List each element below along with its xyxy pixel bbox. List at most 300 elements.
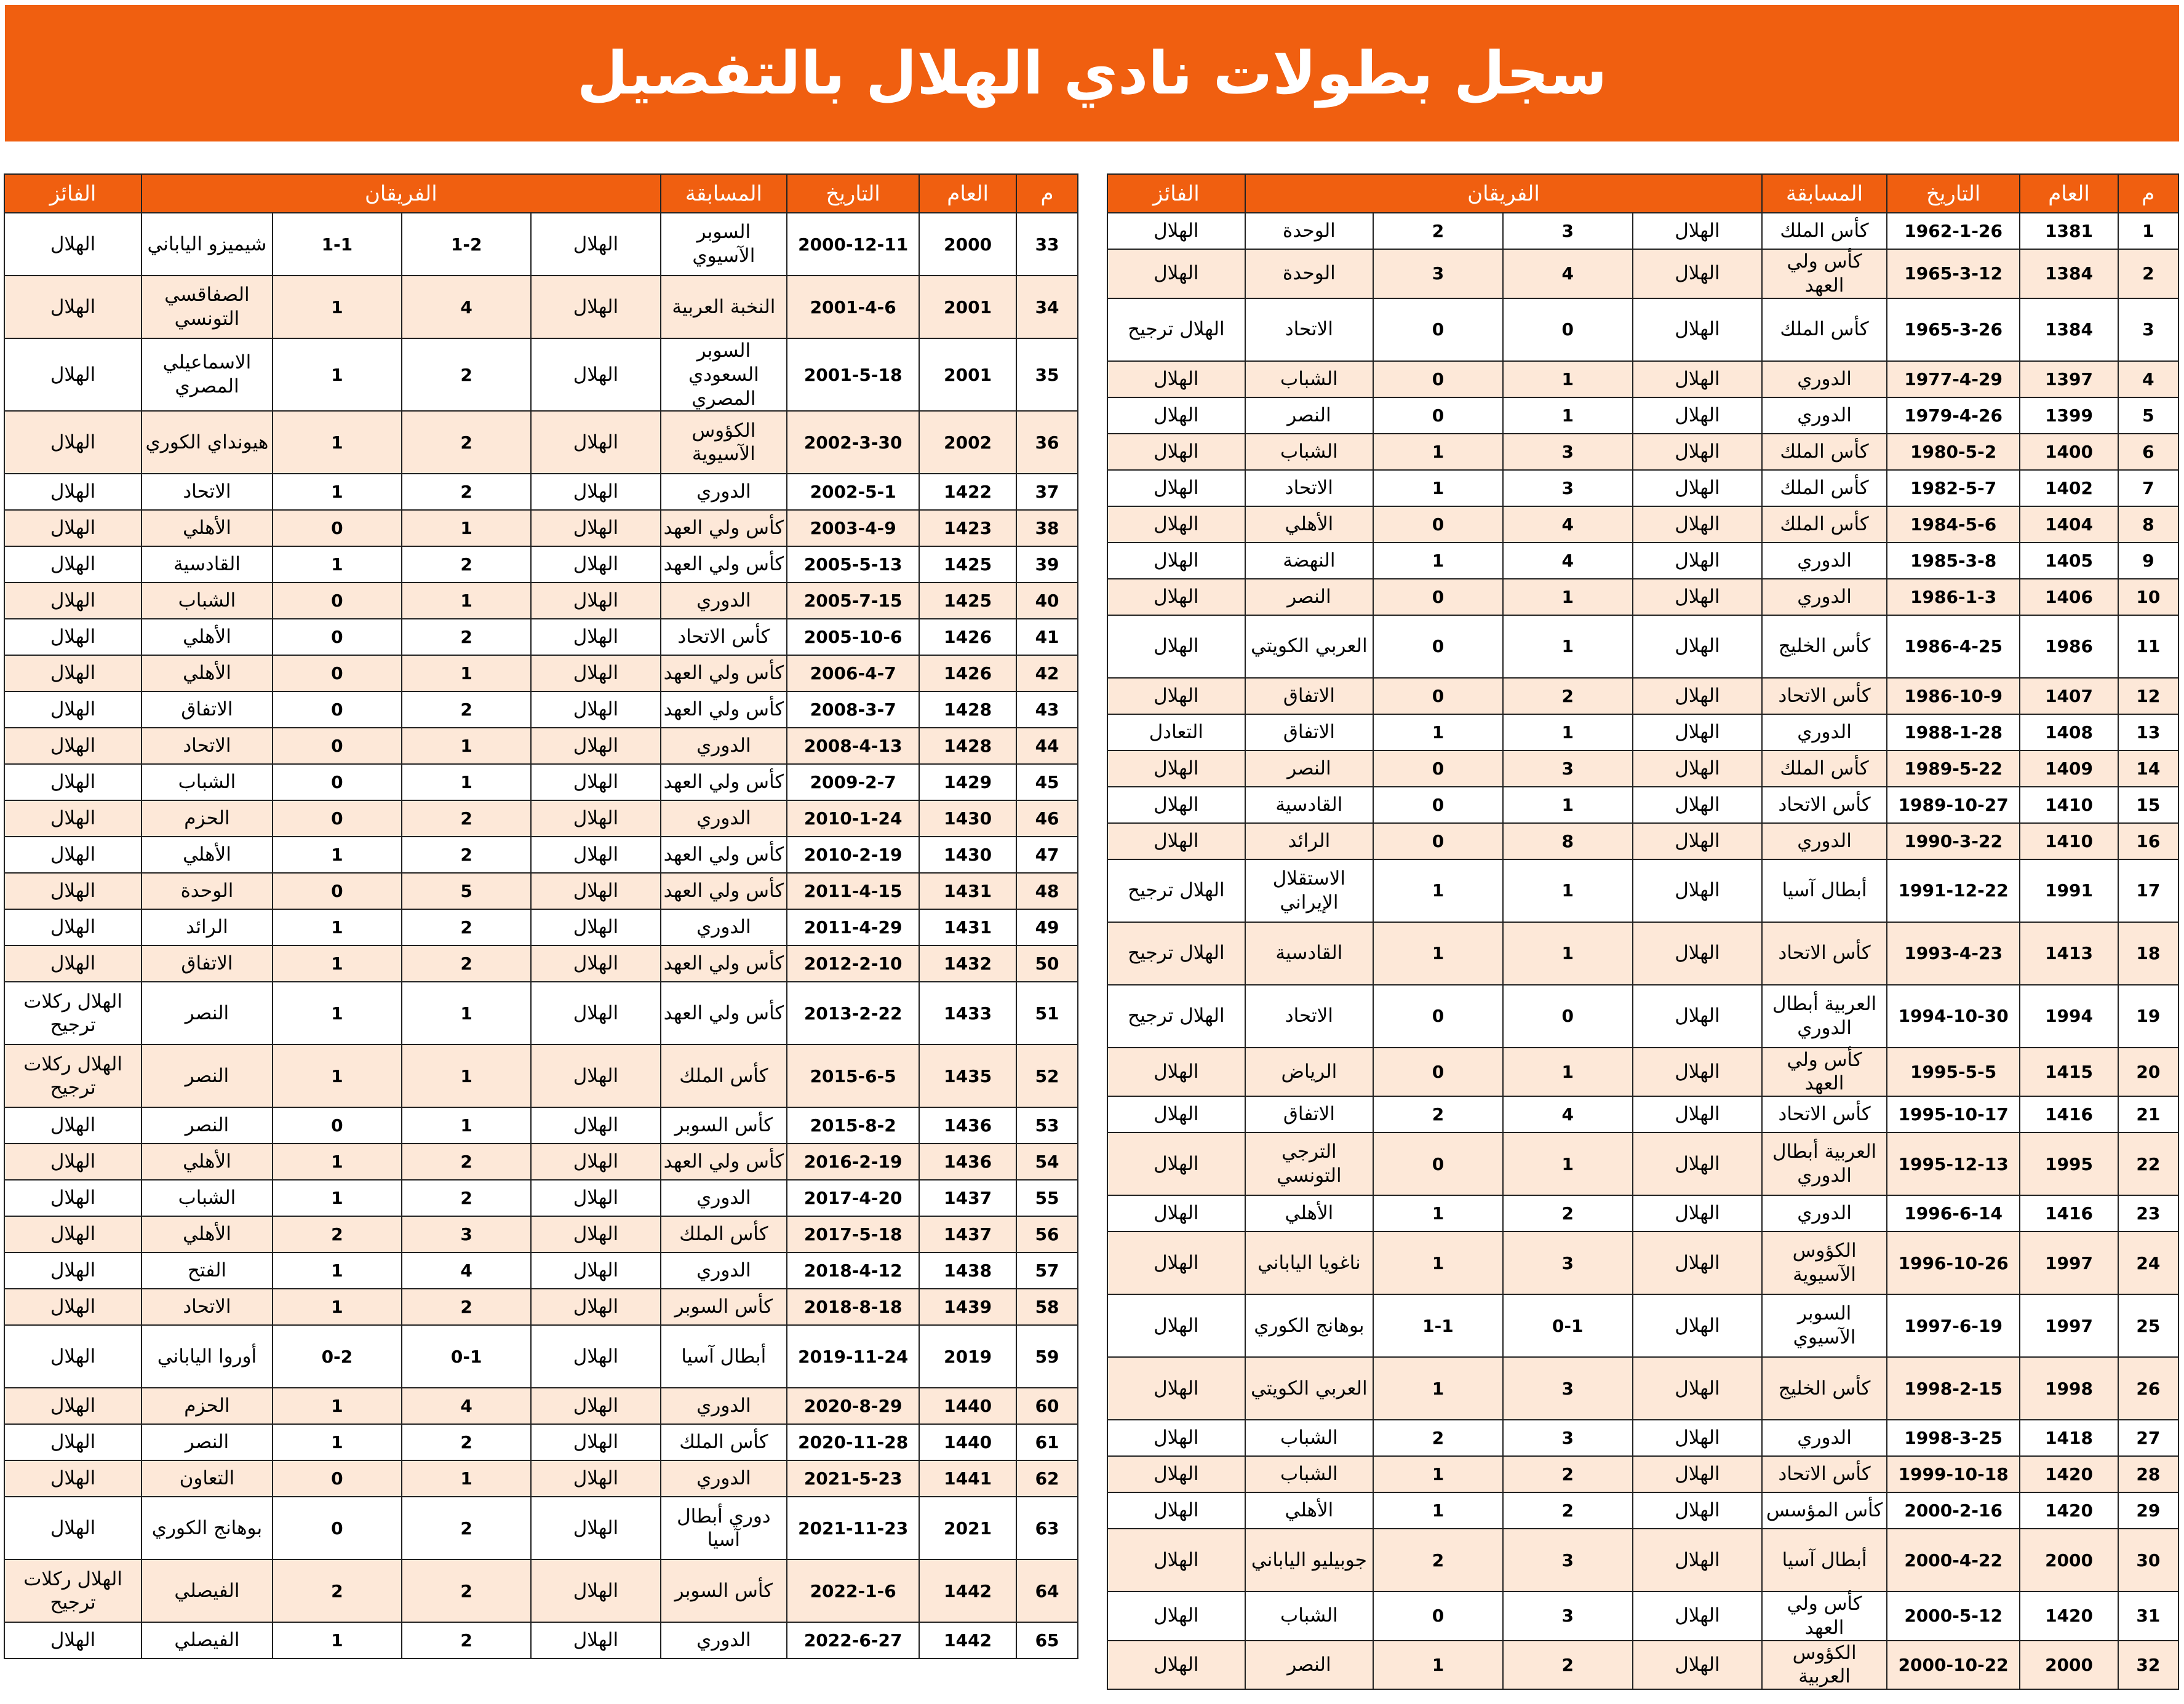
team1-cell: الهلال: [531, 213, 660, 276]
team1-cell: الهلال: [531, 873, 660, 909]
row-number: 38: [1016, 510, 1078, 546]
table-row: [1107, 714, 2178, 750]
score2-cell: 1: [1373, 1232, 1503, 1294]
row-number: 6: [2118, 434, 2178, 470]
row-number: 40: [1016, 583, 1078, 619]
date-cell: 2000-2-16: [1887, 1492, 2020, 1529]
score1-cell: 3: [1503, 434, 1633, 470]
team2-cell: الفيصلي: [141, 1622, 273, 1658]
row-number: 25: [2118, 1294, 2178, 1357]
table-row: [1107, 750, 2178, 787]
score2-cell: 2: [1373, 1420, 1503, 1456]
score1-cell: 1: [1503, 1048, 1633, 1097]
score1-cell: 2: [1503, 1492, 1633, 1529]
score1-cell: 4: [1503, 543, 1633, 579]
year-cell: 1439: [919, 1289, 1016, 1325]
team1-cell: الهلال: [1633, 579, 1763, 615]
year-cell: 1416: [2020, 1096, 2118, 1133]
score1-cell: 2: [402, 1289, 531, 1325]
team2-cell: النصر: [141, 982, 273, 1045]
winner-cell: الهلال: [4, 946, 141, 982]
team1-cell: الهلال: [531, 1045, 660, 1107]
score1-cell: 2: [402, 946, 531, 982]
competition-cell: الكؤوس الآسيوية: [1762, 1232, 1887, 1294]
year-cell: 1384: [2020, 298, 2118, 361]
date-cell: 2012-2-10: [787, 946, 919, 982]
year-cell: 1440: [919, 1424, 1016, 1460]
winner-cell: الهلال: [4, 1325, 141, 1388]
score1-cell: 1-2: [402, 213, 531, 276]
date-cell: 1995-12-13: [1887, 1133, 2020, 1195]
table-row: [4, 1325, 1078, 1388]
table-row: [4, 982, 1078, 1045]
team1-cell: الهلال: [1633, 1492, 1763, 1529]
date-cell: 2001-4-6: [787, 276, 919, 338]
score2-cell: 1: [273, 1424, 402, 1460]
row-number: 33: [1016, 213, 1078, 276]
score2-cell: 0: [273, 619, 402, 655]
team1-cell: الهلال: [531, 619, 660, 655]
competition-cell: الدوري: [1762, 823, 1887, 859]
score2-cell: 1: [1373, 714, 1503, 750]
team1-cell: الهلال: [1633, 470, 1763, 506]
team1-cell: الهلال: [531, 411, 660, 474]
team1-cell: الهلال: [1633, 1232, 1763, 1294]
date-cell: 2005-10-6: [787, 619, 919, 655]
table-row: [4, 1559, 1078, 1622]
competition-header: المسابقة: [1762, 174, 1887, 213]
row-number: 21: [2118, 1096, 2178, 1133]
score2-cell: 0: [1373, 1591, 1503, 1641]
team2-cell: الأهلي: [141, 1216, 273, 1252]
date-cell: 2006-4-7: [787, 655, 919, 691]
score1-cell: 2: [402, 619, 531, 655]
score2-cell: 0: [273, 1107, 402, 1144]
records-table: [1107, 173, 2179, 1690]
team2-cell: العربي الكويتي: [1245, 1357, 1373, 1420]
year-cell: 1431: [919, 873, 1016, 909]
team1-cell: الهلال: [1633, 434, 1763, 470]
row-number: 14: [2118, 750, 2178, 787]
date-cell: 1977-4-29: [1887, 361, 2020, 397]
competition-cell: كأس الملك: [1762, 298, 1887, 361]
row-number: 35: [1016, 338, 1078, 411]
date-cell: 2022-1-6: [787, 1559, 919, 1622]
table-row: [4, 474, 1078, 510]
team1-cell: الهلال: [531, 909, 660, 946]
winner-cell: الهلال ركلات ترجيح: [4, 1045, 141, 1107]
date-cell: 2000-5-12: [1887, 1591, 2020, 1641]
year-cell: 1428: [919, 691, 1016, 728]
date-cell: 1990-3-22: [1887, 823, 2020, 859]
team2-cell: بوهانج الكوري: [141, 1497, 273, 1559]
team1-cell: الهلال: [1633, 249, 1763, 298]
score2-cell: 1-1: [1373, 1294, 1503, 1357]
table-row: [4, 411, 1078, 474]
team2-cell: الاتحاد: [141, 474, 273, 510]
team2-cell: الاستقلال الإيراني: [1245, 859, 1373, 922]
competition-cell: دوري أبطال آسيا: [661, 1497, 787, 1559]
year-cell: 2000: [2020, 1529, 2118, 1591]
competition-cell: كأس الملك: [1762, 506, 1887, 543]
team2-cell: الحزم: [141, 1388, 273, 1424]
year-cell: 1408: [2020, 714, 2118, 750]
row-number: 41: [1016, 619, 1078, 655]
winner-cell: الهلال: [4, 213, 141, 276]
table-header-row: [4, 174, 1078, 213]
team1-cell: الهلال: [1633, 1641, 1763, 1690]
team1-cell: الهلال: [531, 837, 660, 873]
title-banner: [5, 5, 2179, 141]
team1-cell: الهلال: [531, 1216, 660, 1252]
score1-cell: 3: [1503, 1591, 1633, 1641]
team1-cell: الهلال: [1633, 615, 1763, 678]
date-cell: 1994-10-30: [1887, 985, 2020, 1048]
team1-cell: الهلال: [531, 1144, 660, 1180]
year-cell: 1438: [919, 1252, 1016, 1289]
score1-cell: 3: [402, 1216, 531, 1252]
competition-cell: الدوري: [661, 583, 787, 619]
year-cell: 1997: [2020, 1232, 2118, 1294]
row-number: 15: [2118, 787, 2178, 823]
row-number: 30: [2118, 1529, 2178, 1591]
winner-cell: الهلال: [1107, 579, 1245, 615]
score1-cell: 3: [1503, 750, 1633, 787]
team1-cell: الهلال: [1633, 506, 1763, 543]
row-number: 28: [2118, 1456, 2178, 1492]
row-number: 55: [1016, 1180, 1078, 1216]
table-row: [4, 1622, 1078, 1658]
date-cell: 1991-12-22: [1887, 859, 2020, 922]
year-cell: 1998: [2020, 1357, 2118, 1420]
row-number: 27: [2118, 1420, 2178, 1456]
team2-cell: الأهلي: [141, 837, 273, 873]
year-cell: 2001: [919, 276, 1016, 338]
team2-cell: الصفاقسي التونسي: [141, 276, 273, 338]
row-number: 10: [2118, 579, 2178, 615]
team2-cell: الاتفاق: [1245, 1096, 1373, 1133]
winner-cell: الهلال: [4, 276, 141, 338]
score2-cell: 1: [273, 546, 402, 583]
score1-cell: 1: [402, 510, 531, 546]
table-row: [4, 1180, 1078, 1216]
date-cell: 1997-6-19: [1887, 1294, 2020, 1357]
team2-cell: الأهلي: [1245, 1195, 1373, 1232]
score1-cell: 1: [1503, 615, 1633, 678]
score1-cell: 4: [402, 276, 531, 338]
score2-cell: 2: [1373, 1529, 1503, 1591]
team2-cell: أوروا الياباني: [141, 1325, 273, 1388]
score1-cell: 3: [1503, 1529, 1633, 1591]
table-row: [1107, 1294, 2178, 1357]
score2-cell: 1: [1373, 434, 1503, 470]
year-cell: 1420: [2020, 1456, 2118, 1492]
score1-cell: 1: [402, 583, 531, 619]
winner-cell: الهلال: [4, 800, 141, 837]
table-row: [1107, 298, 2178, 361]
team1-cell: الهلال: [1633, 1048, 1763, 1097]
score1-cell: 3: [1503, 470, 1633, 506]
row-number: 45: [1016, 764, 1078, 800]
team2-cell: الترجي التونسي: [1245, 1133, 1373, 1195]
year-cell: 1997: [2020, 1294, 2118, 1357]
competition-cell: كأس الاتحاد: [1762, 1096, 1887, 1133]
competition-cell: كأس ولي العهد: [661, 1144, 787, 1180]
competition-cell: الدوري: [1762, 579, 1887, 615]
competition-cell: أبطال آسيا: [661, 1325, 787, 1388]
team1-cell: الهلال: [531, 1622, 660, 1658]
winner-cell: الهلال: [4, 728, 141, 764]
winner-cell: الهلال: [1107, 506, 1245, 543]
competition-cell: كأس السوبر: [661, 1107, 787, 1144]
winner-cell: الهلال: [1107, 615, 1245, 678]
score2-cell: 0: [273, 1497, 402, 1559]
score2-cell: 0: [1373, 678, 1503, 714]
year-cell: 2000: [919, 213, 1016, 276]
competition-cell: الدوري: [661, 1252, 787, 1289]
team1-cell: الهلال: [531, 655, 660, 691]
row-number: 56: [1016, 1216, 1078, 1252]
competition-cell: كأس الخليج: [1762, 1357, 1887, 1420]
table-row: [1107, 1420, 2178, 1456]
date-cell: 2001-5-18: [787, 338, 919, 411]
table-row: [1107, 1232, 2178, 1294]
year-cell: 1384: [2020, 249, 2118, 298]
score2-cell: 0: [273, 800, 402, 837]
competition-cell: كأس الاتحاد: [1762, 678, 1887, 714]
score2-cell: 1: [1373, 470, 1503, 506]
date-cell: 2017-4-20: [787, 1180, 919, 1216]
score2-cell: 0: [1373, 823, 1503, 859]
competition-cell: الدوري: [661, 1180, 787, 1216]
score2-cell: 2: [1373, 213, 1503, 249]
team2-cell: الرياض: [1245, 1048, 1373, 1097]
year-cell: 1428: [919, 728, 1016, 764]
date-cell: 2000-10-22: [1887, 1641, 2020, 1690]
row-number: 7: [2118, 470, 2178, 506]
competition-cell: أبطال آسيا: [1762, 1529, 1887, 1591]
table-row: [4, 619, 1078, 655]
team2-cell: النصر: [1245, 750, 1373, 787]
row-number: 31: [2118, 1591, 2178, 1641]
winner-cell: الهلال: [1107, 1591, 1245, 1641]
table-row: [4, 1460, 1078, 1497]
table-row: [1107, 506, 2178, 543]
winner-cell: الهلال: [4, 1289, 141, 1325]
winner-cell: الهلال: [4, 619, 141, 655]
team2-cell: الاتفاق: [1245, 714, 1373, 750]
team2-cell: الشباب: [1245, 1420, 1373, 1456]
score1-cell: 3: [1503, 1420, 1633, 1456]
date-cell: 2016-2-19: [787, 1144, 919, 1180]
date-cell: 2022-6-27: [787, 1622, 919, 1658]
team1-cell: الهلال: [531, 1107, 660, 1144]
team1-cell: الهلال: [531, 982, 660, 1045]
competition-cell: أبطال آسيا: [1762, 859, 1887, 922]
team1-cell: الهلال: [1633, 1294, 1763, 1357]
table-row: [4, 1216, 1078, 1252]
competition-cell: كأس ولي العهد: [661, 691, 787, 728]
competition-cell: كأس السوبر: [661, 1559, 787, 1622]
winner-cell: الهلال: [1107, 1096, 1245, 1133]
year-cell: 1407: [2020, 678, 2118, 714]
year-cell: 1435: [919, 1045, 1016, 1107]
table-row: [1107, 579, 2178, 615]
competition-cell: كأس الاتحاد: [1762, 922, 1887, 985]
table-row: [4, 1497, 1078, 1559]
team2-cell: الاسماعيلي المصري: [141, 338, 273, 411]
row-number: 59: [1016, 1325, 1078, 1388]
team1-cell: الهلال: [1633, 714, 1763, 750]
table-row: [1107, 678, 2178, 714]
score2-cell: 1: [1373, 1456, 1503, 1492]
competition-cell: الدوري: [661, 728, 787, 764]
teams-header: الفريقان: [1245, 174, 1763, 213]
team2-cell: الاتفاق: [141, 691, 273, 728]
year-cell: 1415: [2020, 1048, 2118, 1097]
year-cell: 1423: [919, 510, 1016, 546]
team2-cell: الأهلي: [141, 510, 273, 546]
row-number: 13: [2118, 714, 2178, 750]
team2-cell: الاتحاد: [141, 728, 273, 764]
table-row: [4, 837, 1078, 873]
team1-cell: الهلال: [531, 583, 660, 619]
date-cell: 1985-3-8: [1887, 543, 2020, 579]
score2-cell: 1: [273, 946, 402, 982]
row-number: 24: [2118, 1232, 2178, 1294]
score1-cell: 2: [402, 1622, 531, 1658]
winner-cell: الهلال: [1107, 1294, 1245, 1357]
year-cell: 1430: [919, 800, 1016, 837]
team1-cell: الهلال: [1633, 823, 1763, 859]
team2-cell: الأهلي: [141, 655, 273, 691]
score1-cell: 4: [1503, 1096, 1633, 1133]
team1-cell: الهلال: [1633, 543, 1763, 579]
score1-cell: 2: [402, 691, 531, 728]
team1-cell: الهلال: [531, 946, 660, 982]
year-cell: 1425: [919, 546, 1016, 583]
score2-cell: 0: [1373, 298, 1503, 361]
date-cell: 1986-10-9: [1887, 678, 2020, 714]
team2-cell: الاتحاد: [1245, 985, 1373, 1048]
date-cell: 2019-11-24: [787, 1325, 919, 1388]
winner-cell: الهلال ترجيح: [1107, 985, 1245, 1048]
competition-cell: الدوري: [661, 909, 787, 946]
row-number: 11: [2118, 615, 2178, 678]
winner-cell: الهلال ترجيح: [1107, 922, 1245, 985]
date-cell: 2020-11-28: [787, 1424, 919, 1460]
year-cell: 1402: [2020, 470, 2118, 506]
table-row: [1107, 859, 2178, 922]
table-row: [1107, 787, 2178, 823]
score1-cell: 8: [1503, 823, 1633, 859]
row-number: 65: [1016, 1622, 1078, 1658]
team2-cell: الشباب: [1245, 1456, 1373, 1492]
row-number: 48: [1016, 873, 1078, 909]
date-cell: 1962-1-26: [1887, 213, 2020, 249]
winner-cell: الهلال: [4, 655, 141, 691]
winner-cell: الهلال ترجيح: [1107, 859, 1245, 922]
team1-cell: الهلال: [1633, 1591, 1763, 1641]
score2-cell: 0: [273, 873, 402, 909]
winner-cell: الهلال: [4, 837, 141, 873]
team1-cell: الهلال: [531, 546, 660, 583]
score2-cell: 0: [273, 691, 402, 728]
score2-cell: 1: [1373, 922, 1503, 985]
score1-cell: 2: [402, 411, 531, 474]
team1-cell: الهلال: [1633, 750, 1763, 787]
competition-cell: كأس ولي العهد: [661, 655, 787, 691]
score1-cell: 2: [402, 338, 531, 411]
date-cell: 2021-5-23: [787, 1460, 919, 1497]
score1-cell: 2: [402, 546, 531, 583]
score2-cell: 1: [273, 837, 402, 873]
team1-cell: الهلال: [1633, 298, 1763, 361]
score1-cell: 3: [1503, 213, 1633, 249]
row-number: 19: [2118, 985, 2178, 1048]
year-cell: 1410: [2020, 823, 2118, 859]
competition-cell: كأس ولي العهد: [661, 764, 787, 800]
row-number: 4: [2118, 361, 2178, 397]
table-row: [4, 691, 1078, 728]
team1-cell: الهلال: [531, 1460, 660, 1497]
score2-cell: 0: [273, 764, 402, 800]
table-row: [1107, 1529, 2178, 1591]
winner-cell: الهلال: [4, 691, 141, 728]
winner-cell: الهلال: [1107, 787, 1245, 823]
winner-cell: التعادل: [1107, 714, 1245, 750]
year-cell: 1431: [919, 909, 1016, 946]
competition-cell: كأس ولي العهد: [661, 546, 787, 583]
winner-cell: الهلال: [4, 873, 141, 909]
date-cell: 2005-7-15: [787, 583, 919, 619]
team2-cell: الشباب: [1245, 1591, 1373, 1641]
teams-header: الفريقان: [141, 174, 660, 213]
year-cell: 1426: [919, 655, 1016, 691]
score2-cell: 1: [273, 909, 402, 946]
score1-cell: 1: [402, 655, 531, 691]
score2-cell: 1: [273, 338, 402, 411]
score2-cell: 0: [1373, 506, 1503, 543]
competition-cell: كأس الملك: [1762, 213, 1887, 249]
row-number: 17: [2118, 859, 2178, 922]
competition-cell: كأس السوبر: [661, 1289, 787, 1325]
row-number: 61: [1016, 1424, 1078, 1460]
table-row: [1107, 1096, 2178, 1133]
score1-cell: 0-1: [1503, 1294, 1633, 1357]
score2-cell: 0: [273, 583, 402, 619]
records-table-1: [1107, 173, 2179, 1690]
date-cell: 2018-8-18: [787, 1289, 919, 1325]
score2-cell: 1: [1373, 1195, 1503, 1232]
table-row: [1107, 434, 2178, 470]
score2-cell: 1-1: [273, 213, 402, 276]
date-cell: 1984-5-6: [1887, 506, 2020, 543]
winner-header: الفائز: [1107, 174, 1245, 213]
score2-cell: 0: [273, 655, 402, 691]
score2-cell: 1: [273, 474, 402, 510]
team2-cell: الأهلي: [1245, 1492, 1373, 1529]
team2-cell: القادسية: [1245, 922, 1373, 985]
table-row: [1107, 1048, 2178, 1097]
date-cell: 2009-2-7: [787, 764, 919, 800]
year-cell: 1420: [2020, 1492, 2118, 1529]
date-cell: 2013-2-22: [787, 982, 919, 1045]
score1-cell: 4: [402, 1252, 531, 1289]
date-cell: 2002-5-1: [787, 474, 919, 510]
row-number: 57: [1016, 1252, 1078, 1289]
score1-cell: 3: [1503, 1357, 1633, 1420]
